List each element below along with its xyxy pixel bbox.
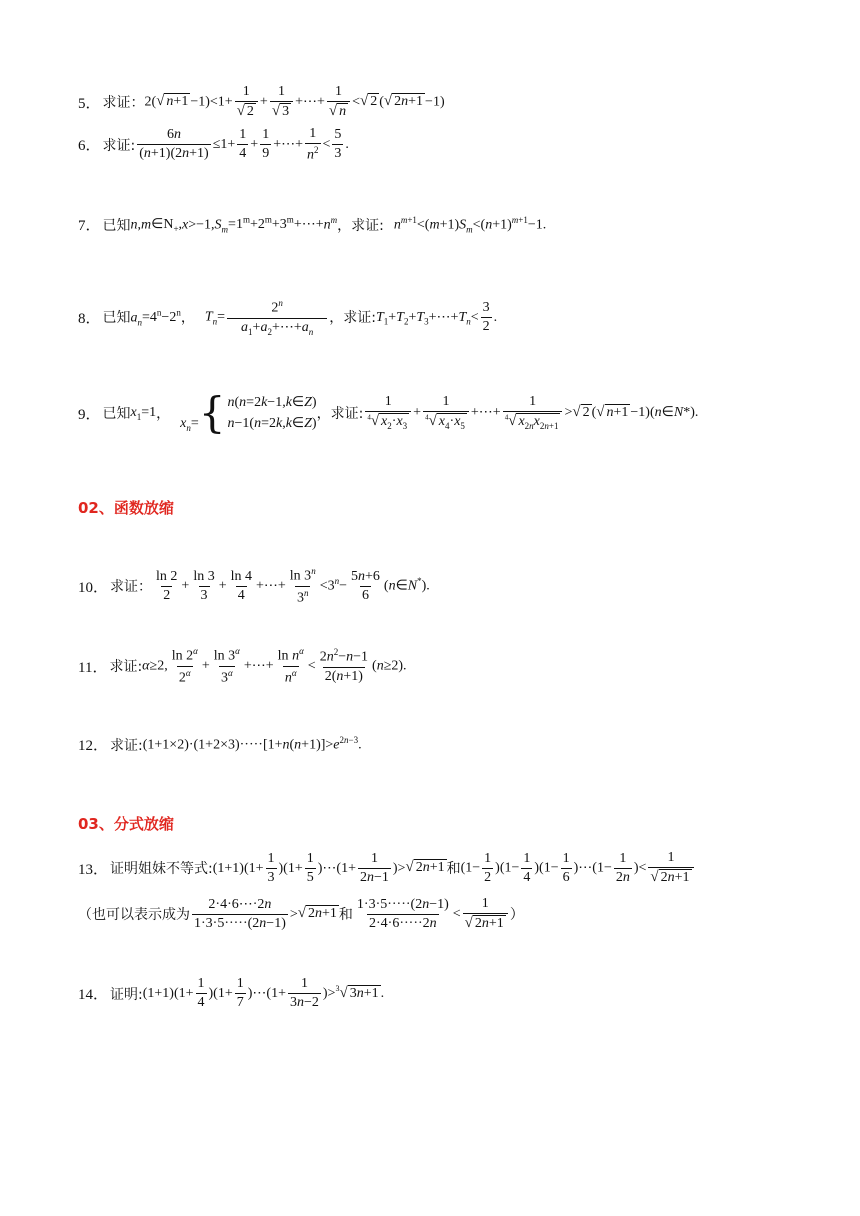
formula-3: $\frac{2\cdot 4\cdot 6\cdots\cdot 2n}{1\cdot 3\cdot 5\cdot\cdot\cdot\cdot\cdot(2n-1)}$ > √ 2n+1 [194,896,337,931]
problem-lead: 求证: [110,737,143,754]
problem-14 [78,976,384,1011]
formula-1: (1+1)(1+ $\frac{1}{3}$ )(1+ $\frac{1}{5}$ )⋯(1+ $\frac{1}{2n-1}$ )> √ 2n+1 [212,850,445,885]
problem-number: 5． [78,95,101,112]
problem-mid: ，求证: [329,310,376,327]
separator: ， [156,406,171,422]
problem-5 [78,84,445,120]
problem-mid: ，求证: [316,406,364,422]
problem-number: 6． [78,138,101,155]
problem-number: 13． [78,861,109,878]
problem-lead: 求证： [110,579,153,596]
problem-number: 9． [78,406,101,423]
formula: $n^{m+1}<(m+1)S_m<(n+1)^{m+1}-1$. [393,214,547,235]
condition: $n,m\in N_+,x>-1,S_m=1^m+2^m+3^m+\cdots+n^m$ [130,214,338,235]
problem-13 [78,850,696,886]
problem-lead: 求证： [102,95,145,112]
note-open: （也可以表示成为 [78,907,190,924]
problem-lead: 证明: [110,986,143,1003]
problem-number: 11． [78,659,108,676]
formula: $(1+1\times 2)\cdot(1+2\times 3)\cdot\cdot\cdot\cdot\cdot[1+n(n+1)]>e^{2n-3}$. [142,735,362,753]
definition: $T_n=$ $\frac{2^n}{a_1+a_2+\cdots+a_n}$ [205,298,329,337]
separator: ， [180,310,195,327]
problem-lead: 求证: [102,137,136,154]
formula: $\frac{6n}{(n+1)(2n+1)}$ ≤1+ $\frac{1}{4}$ + $\frac{1}{9}$ +⋯+ $\frac{1}{n^2}$ < $\frac{5}{3}$ . [139,126,349,163]
problem-number: 12． [78,738,109,754]
problem-lead: 求证: [109,659,143,676]
problem-lead: 证明姐妹不等式: [110,861,213,878]
problem-number: 8． [78,310,101,327]
problem-12 [78,734,362,755]
problem-number: 7． [78,218,101,234]
problem-number: 10． [78,579,109,596]
piecewise-definition: $x_n=$ { n(n=2k−1,k∈Z) n−1(n=2k,k∈Z) [180,388,317,437]
section-heading-02: 02、函数放缩 [78,499,174,517]
formula: 1 $^4$ √ $x_2\cdot x_3$ + 1 $^4$ √ $x_4\cdot x_5$ +⋯+ 1 $^4$ √ $x_{2n}x_{2n+1}$ > √ 2 ( √ n+1 −1)(n∈N*). [367,394,699,432]
note-conjunction: 和 [338,907,353,924]
problem-lead: 已知 [102,406,131,422]
formula: (1+1)(1+ $\frac{1}{4}$ )(1+ $\frac{1}{7}$ )⋯(1+ $\frac{1}{3n-2}$ )>$^3$ √ 3n+1 . [142,976,385,1011]
formula: $\frac{\ln 2}{2}$ + $\frac{\ln 3}{3}$ + $\frac{\ln 4}{4}$ +⋯+ $\frac{\ln 3^n}{3^n}$ $<3^n-$ $\frac{5n+6}{6}$ (n∈N*). [156,566,430,606]
section-heading-03: 03、分式放缩 [78,815,174,833]
problem-11 [78,646,407,687]
problem-lead: 已知 [102,217,131,234]
formula-2: (1− $\frac{1}{2}$ )(1− $\frac{1}{4}$ )(1− $\frac{1}{6}$ )⋯(1− $\frac{1}{2n}$ )< 1 √ 2n+1 [461,850,696,886]
problem-8 [78,298,497,337]
problem-13-note [78,896,524,932]
formula: α≥2, $\frac{\ln 2^\alpha}{2^\alpha}$ + $\frac{\ln 3^\alpha}{3^\alpha}$ +⋯+ $\frac{\ln n^\alpha}{n^\alpha}$ < $\frac{2n^2-n-1}{2(n+1)}$ (n≥2). [142,646,407,686]
conjunction: 和 [446,861,461,878]
formula: $T_1+T_2+T_3+\cdots+T_n<$ $\frac{3}{2}$ . [375,299,498,334]
problem-lead: 已知 [102,310,131,327]
condition: $a_n=4^n-2^n$ [130,307,181,328]
note-close: ） [509,907,524,924]
condition: $x_1=1$ [130,404,157,422]
problem-7 [78,214,546,235]
problem-10 [78,566,430,607]
problem-6 [78,126,349,164]
problem-9 [78,388,699,437]
problem-number: 14． [78,987,109,1004]
problem-mid: ，求证: [337,217,384,234]
formula-4: $\frac{1\cdot 3\cdot 5\cdot\cdot\cdot\cdot\cdot(2n-1)}{2\cdot 4\cdot 6\cdot\cdot\cdot\cdot\cdot 2n}$ < 1 √ 2n+1 [353,896,510,932]
formula: 2( √ n+1 −1)<1+ 1 √ 2 + 1 √ 3 +⋯+ 1 √ n < √ 2 ( √ 2n+1 −1) [144,84,445,120]
